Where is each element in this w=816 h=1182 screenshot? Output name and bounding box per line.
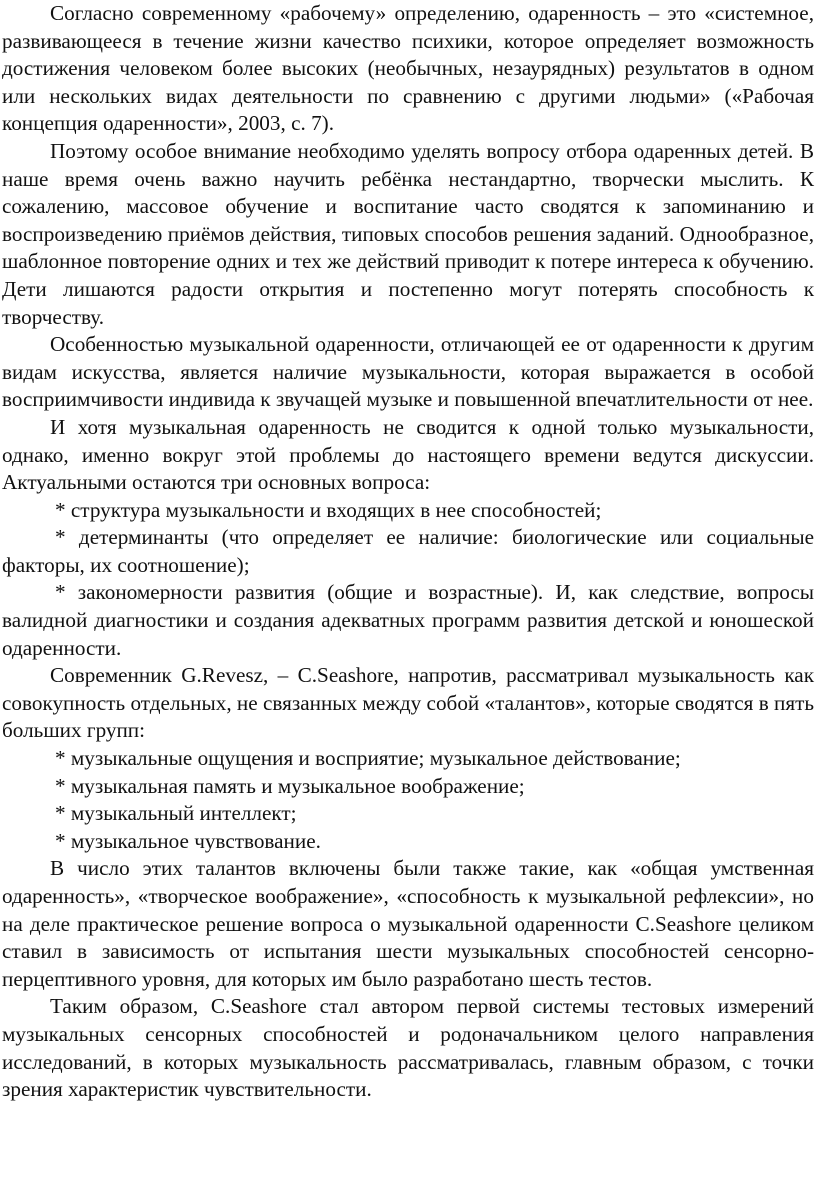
list-item-feeling: * музыкальное чувствование. [55,828,321,853]
list-item-sensations: * музыкальные ощущения и восприятие; музыкальное действование; [55,746,681,771]
list-item-structure: * структура музыкальности и входящих в нее способностей; [55,497,602,522]
list-item-determinants: * детерминанты (что определяет ее наличие: биологические или социальные факторы, их соотношение); [2,525,814,577]
paragraph-seashore-talents: Современник G.Revesz, – C.Seashore, напротив, рассматривал музыкальность как совокупность отдельных, не связанных между собой «талантов», которые сводятся в пять больших групп: [2,663,815,743]
paragraph-gifted-selection: Поэтому особое внимание необходимо уделять вопросу отбора одаренных детей. В наше время очень важно научить ребёнка нестандартно, творчески мыслить. К сожалению, массовое обучение и воспитание часто сводятся к запоминанию и воспроизведению приёмов действия, типовых способов решения заданий. Однообразное, шаблонное повторение одних и тех же действий приводит к потере интереса к обучению. Дети лишаются радости открытия и постепенно могут потерять способность к творчеству. [2,138,814,329]
paragraph-musical-giftedness: Особенностью музыкальной одаренности, отличающей ее от одаренности к другим видам искусства, является наличие музыкальности, которая выражается в особой восприимчивости индивида к звучащей музыке и повышенной впечатлительности от нее. [2,332,814,412]
paragraph-definition: Согласно современному «рабочему» определению, одаренность – это «системное, развивающееся в течение жизни качество психики, которое определяет возможность достижения человеком более высоких (необычных, незаурядных) результатов в одном или нескольких видах деятельности по сравнению с другими людьми» («Рабочая концепция одаренности», 2003, с. 7). [2,1,814,136]
list-item-development: * закономерности развития (общие и возрастные). И, как следствие, вопросы валидной диагностики и создания адекватных программ развития детской и юношеской одаренности. [2,580,814,660]
list-item-intellect: * музыкальный интеллект; [55,801,297,826]
paragraph-three-questions: И хотя музыкальная одаренность не сводится к одной только музыкальности, однако, именно вокруг этой проблемы до настоящего времени ведутся дискуссии. Актуальными остаются три основных вопроса: [2,414,814,495]
list-item-memory: * музыкальная память и музыкальное воображение; [55,773,525,798]
paragraph-six-tests: В число этих талантов включены были также такие, как «общая умственная одаренность», «творческое воображение», «способность к музыкальной рефлексии», но на деле практическое решение вопроса о музыкальной одаренности C.Seashore целиком ставил в зависимость от испытания шести музыкальных способностей сенсорно-перцептивного уровня, для которых им было разработано шесть тестов. [2,856,814,991]
paragraph-conclusion: Таким образом, C.Seashore стал автором первой системы тестовых измерений музыкальных сенсорных способностей и родоначальником целого направления исследований, в которых музыкальность рассматривалась, главным образом, с точки зрения характеристик чувствительности. [2,994,814,1102]
